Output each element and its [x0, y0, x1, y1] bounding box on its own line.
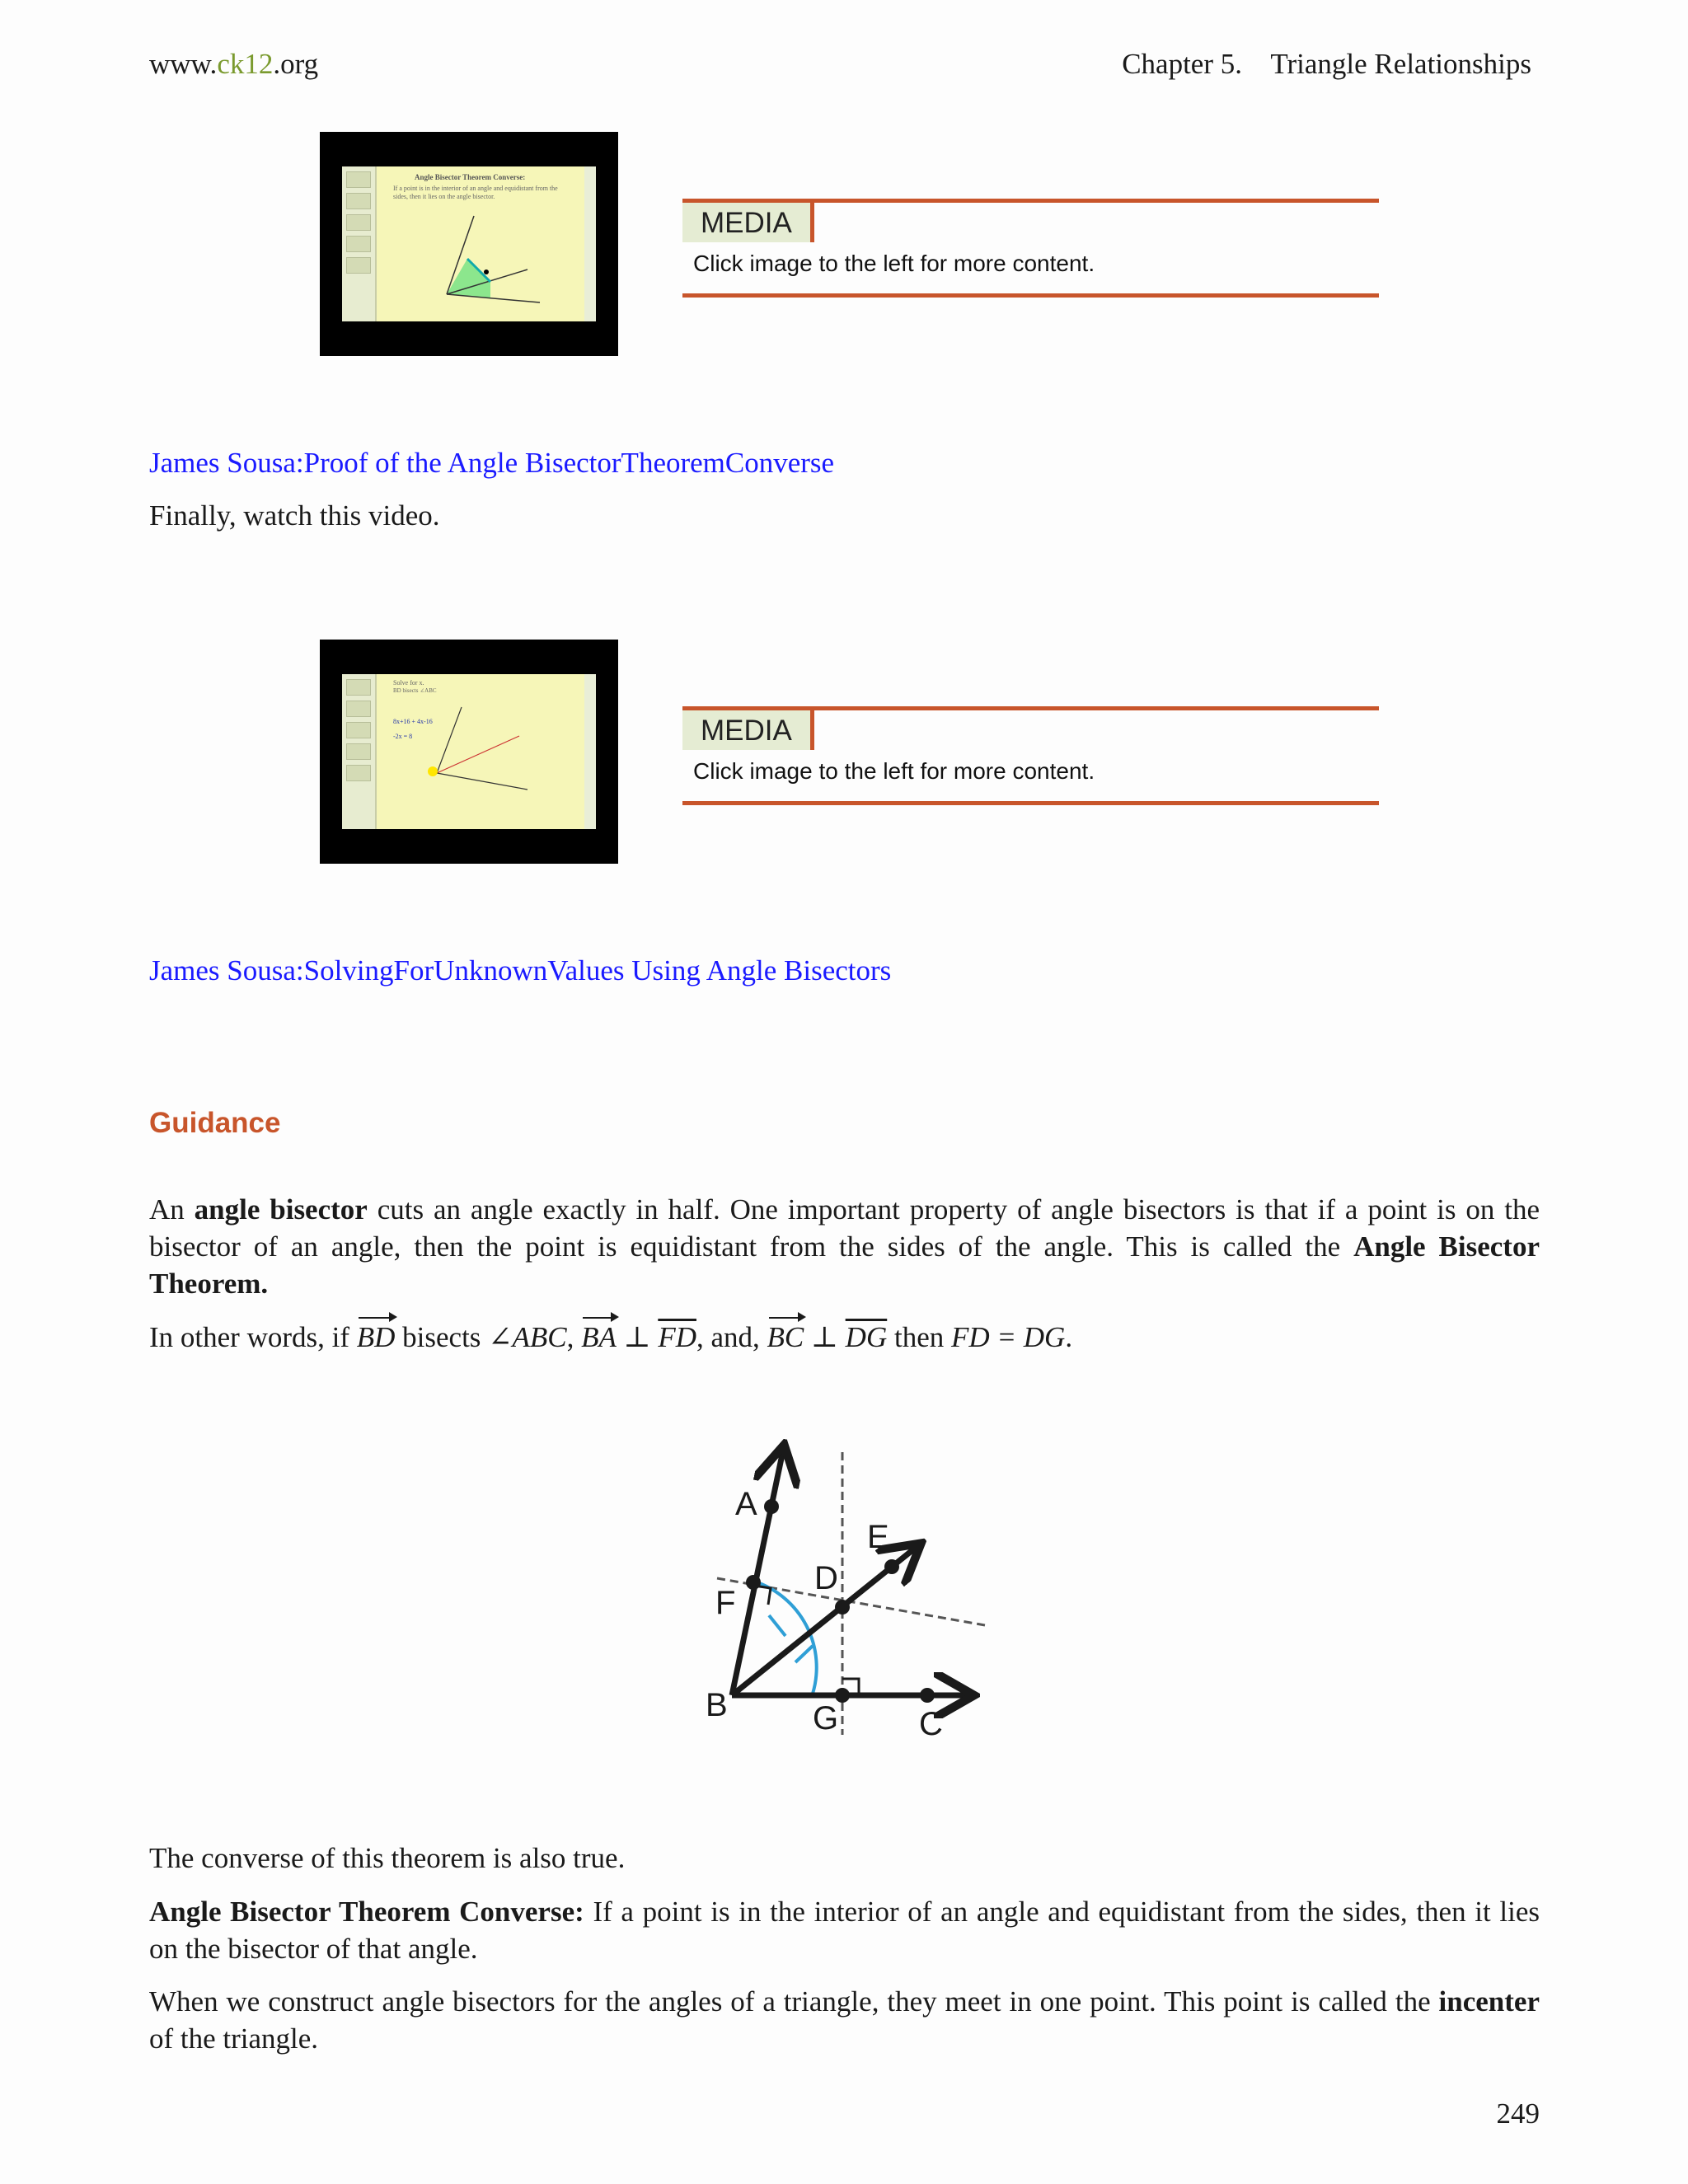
paragraph-angle-bisector: An angle bisector cuts an angle exactly in half. One important property of angle bisectors is that if a point is on the bisector of an angle, then the point is equidistant from the sides of the angle. This is called the Angle Bisector Theorem.: [149, 1193, 1540, 1300]
point-c: [920, 1688, 935, 1703]
label-g: G: [813, 1700, 839, 1736]
term-incenter: incenter: [1438, 1985, 1540, 2018]
paragraph-converse-true: The converse of this theorem is also true.: [149, 1842, 626, 1874]
video-frame: [342, 166, 596, 321]
svg-text:-2x = 8: -2x = 8: [393, 733, 413, 740]
term-angle-bisector-theorem: Angle Bisector Theorem.: [149, 1230, 1540, 1300]
thumbnail-title: Angle Bisector Theorem Converse:: [415, 173, 526, 181]
thumbnail-geometry: [342, 674, 596, 829]
label-d: D: [814, 1560, 838, 1596]
angle-bisector-diagram: [701, 1434, 997, 1747]
arc-tick-1: [769, 1615, 785, 1636]
media-box-1: [682, 199, 1379, 298]
arc-tick-2: [795, 1646, 813, 1662]
segment-dg: $\overline{DG}$: [845, 1321, 888, 1353]
paragraph-incenter: When we construct angle bisectors for the angles of a triangle, they meet in one point. This point is called the incenter of the triangle.: [149, 1985, 1540, 2055]
video-frame: [342, 674, 596, 829]
ray-bd: BD: [357, 1319, 396, 1356]
label-e: E: [867, 1519, 889, 1555]
media-label: MEDIA: [682, 710, 814, 750]
svg-text:8x+16 + 4x-16: 8x+16 + 4x-16: [393, 718, 433, 725]
segment-fd: $\overline{FD}$: [658, 1321, 696, 1353]
thumbnail-title: Solve for x.: [393, 679, 424, 687]
ray-ba: BA: [581, 1319, 617, 1356]
site-url-brand: ck12: [217, 48, 274, 80]
site-url-suffix: .org: [273, 48, 319, 80]
chapter-title: Chapter 5. Triangle Relationships: [1122, 48, 1531, 80]
video-link-proof[interactable]: James Sousa:Proof of the Angle BisectorTheoremConverse: [149, 447, 835, 479]
site-url[interactable]: [149, 48, 318, 81]
video-thumbnail-2[interactable]: [320, 640, 618, 864]
media-caption: Click image to the left for more content.: [693, 251, 1095, 276]
thumbnail-text: If a point is in the interior of an angle and equidistant from the sides, then it lies on the angle bisector.: [393, 185, 558, 200]
point-e: [884, 1559, 899, 1574]
paragraph-converse-theorem: Angle Bisector Theorem Converse: If a point is in the interior of an angle and equidistant from the sides, then it lies on the bisector of that angle.: [149, 1896, 1540, 1965]
paragraph-finally: Finally, watch this video.: [149, 499, 440, 532]
point-d: [835, 1600, 850, 1615]
point-f: [746, 1575, 761, 1590]
media-label: MEDIA: [682, 203, 814, 242]
media-caption: Click image to the left for more content.: [693, 758, 1095, 784]
term-angle-bisector: angle bisector: [194, 1193, 368, 1226]
point-a: [764, 1499, 779, 1514]
term-converse: Angle Bisector Theorem Converse:: [149, 1896, 584, 1928]
thumbnail-geometry: [342, 166, 596, 321]
paragraph-in-other-words: In other words, if BD bisects ∠ABC, BA ⊥ $\overline{FD}$, and, BC ⊥ $\overline{DG}$ then FD = DG.: [149, 1319, 1540, 1356]
thumbnail-text: BD bisects ∠ABC: [393, 687, 437, 694]
section-heading-guidance: Guidance: [149, 1107, 281, 1139]
equation-fd-dg: FD = DG: [951, 1321, 1066, 1353]
video-thumbnail-1[interactable]: [320, 132, 618, 356]
label-b: B: [706, 1687, 728, 1723]
label-f: F: [715, 1585, 736, 1621]
label-c: C: [919, 1706, 943, 1742]
angle-abc: ∠ABC: [488, 1321, 567, 1353]
video-link-solving[interactable]: James Sousa:SolvingForUnknownValues Using Angle Bisectors: [149, 954, 892, 987]
page-number: 249: [1496, 2097, 1540, 2130]
label-a: A: [735, 1486, 757, 1522]
site-url-prefix: www.: [149, 48, 218, 80]
ray-bc: BC: [767, 1319, 804, 1356]
media-box-2: [682, 706, 1379, 805]
